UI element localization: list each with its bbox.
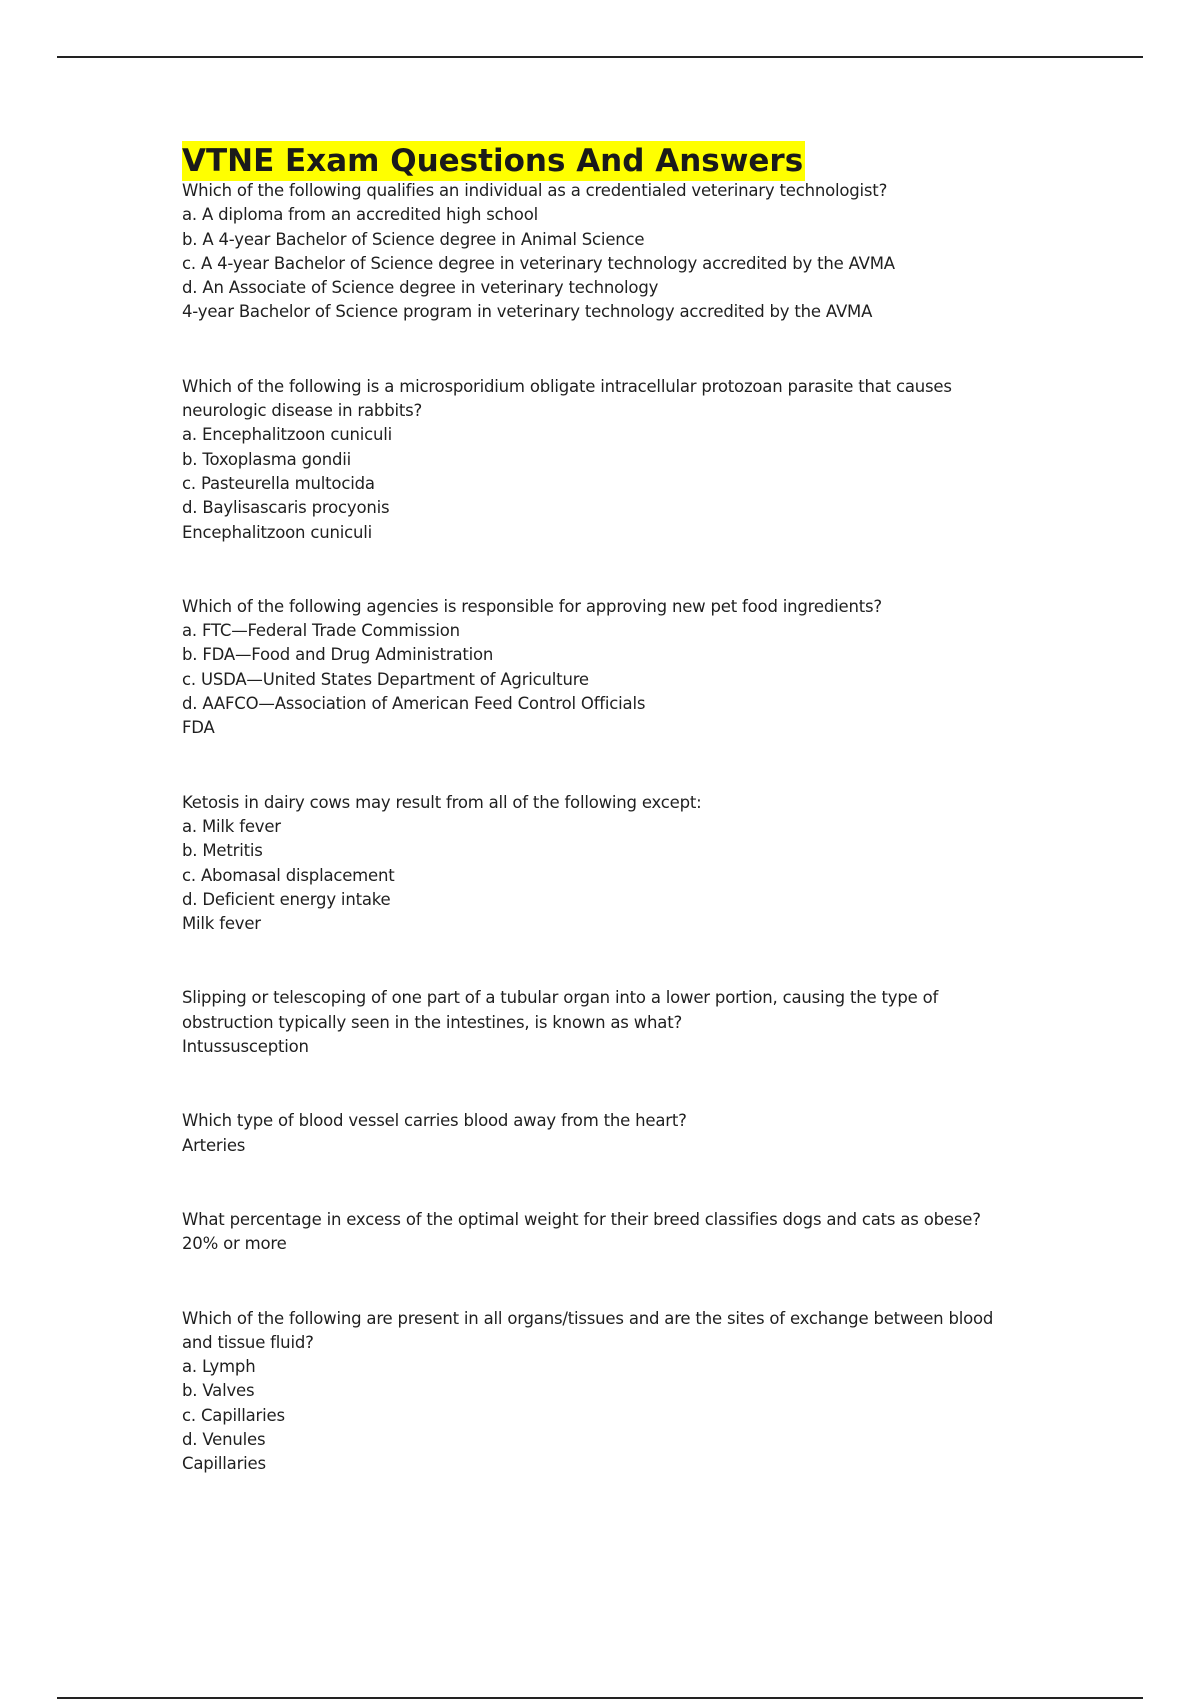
answer-text: Intussusception: [182, 1037, 309, 1057]
qa-block-8: [182, 1307, 1022, 1477]
answer-text: 4-year Bachelor of Science program in veterinary technology accredited by the AVMA: [182, 302, 873, 322]
option-c: c. USDA—United States Department of Agriculture: [182, 669, 589, 689]
question-text: Slipping or telescoping of one part of a tubular organ into a lower portion, causing the type of obstruction typically seen in the intestines, is known as what?: [182, 988, 944, 1032]
question-text: What percentage in excess of the optimal weight for their breed classifies dogs and cats as obese?: [182, 1209, 981, 1229]
option-a: a. Milk fever: [182, 816, 281, 836]
option-b: b. Valves: [182, 1381, 255, 1401]
document-title: VTNE Exam Questions And Answers: [182, 143, 804, 179]
header-rule: [57, 56, 1143, 58]
document-body: [182, 141, 1022, 1527]
question-text: Which type of blood vessel carries blood away from the heart?: [182, 1111, 687, 1131]
question-text: Which of the following are present in all organs/tissues and are the sites of exchange between blood and tissue fluid?: [182, 1308, 999, 1352]
qa-block-6: [182, 1109, 1022, 1158]
qa-block-7: [182, 1208, 1022, 1257]
answer-text: 20% or more: [182, 1234, 287, 1254]
question-text: Ketosis in dairy cows may result from all of the following except:: [182, 792, 702, 812]
answer-text: Encephalitzoon cuniculi: [182, 522, 373, 542]
question-text: Which of the following qualifies an individual as a credentialed veterinary technologist?: [182, 181, 888, 200]
option-b: b. FDA—Food and Drug Administration: [182, 645, 494, 665]
answer-text: Arteries: [182, 1135, 246, 1155]
question-text: Which of the following is a microsporidium obligate intracellular protozoan parasite that causes neurologic disease in rabbits?: [182, 376, 957, 421]
answer-text: Milk fever: [182, 914, 261, 934]
qa-list: [182, 179, 1022, 1477]
option-b: b. A 4-year Bachelor of Science degree in Animal Science: [182, 229, 645, 249]
qa-block-3: [182, 595, 1022, 741]
option-a: a. Encephalitzoon cuniculi: [182, 425, 393, 445]
option-b: b. Metritis: [182, 841, 263, 861]
option-c: c. Capillaries: [182, 1405, 285, 1425]
qa-block-5: [182, 986, 1022, 1059]
option-a: a. FTC—Federal Trade Commission: [182, 621, 460, 641]
option-c: c. A 4-year Bachelor of Science degree in veterinary technology accredited by the AVMA: [182, 253, 895, 273]
question-text: Which of the following agencies is responsible for approving new pet food ingredients?: [182, 596, 882, 616]
answer-text: Capillaries: [182, 1454, 266, 1474]
option-d: d. Baylisascaris procyonis: [182, 498, 390, 518]
option-d: d. AAFCO—Association of American Feed Control Officials: [182, 694, 646, 714]
qa-block-1: [182, 179, 1022, 325]
footer-rule: [57, 1697, 1143, 1699]
option-c: c. Abomasal displacement: [182, 865, 395, 885]
option-d: d. Deficient energy intake: [182, 889, 391, 909]
option-b: b. Toxoplasma gondii: [182, 449, 352, 469]
qa-block-2: [182, 375, 1022, 545]
option-d: d. Venules: [182, 1429, 266, 1449]
option-a: a. Lymph: [182, 1357, 256, 1377]
option-a: a. A diploma from an accredited high school: [182, 205, 538, 225]
answer-text: FDA: [182, 718, 215, 738]
qa-block-4: [182, 791, 1022, 937]
option-d: d. An Associate of Science degree in veterinary technology: [182, 278, 659, 298]
option-c: c. Pasteurella multocida: [182, 473, 375, 493]
